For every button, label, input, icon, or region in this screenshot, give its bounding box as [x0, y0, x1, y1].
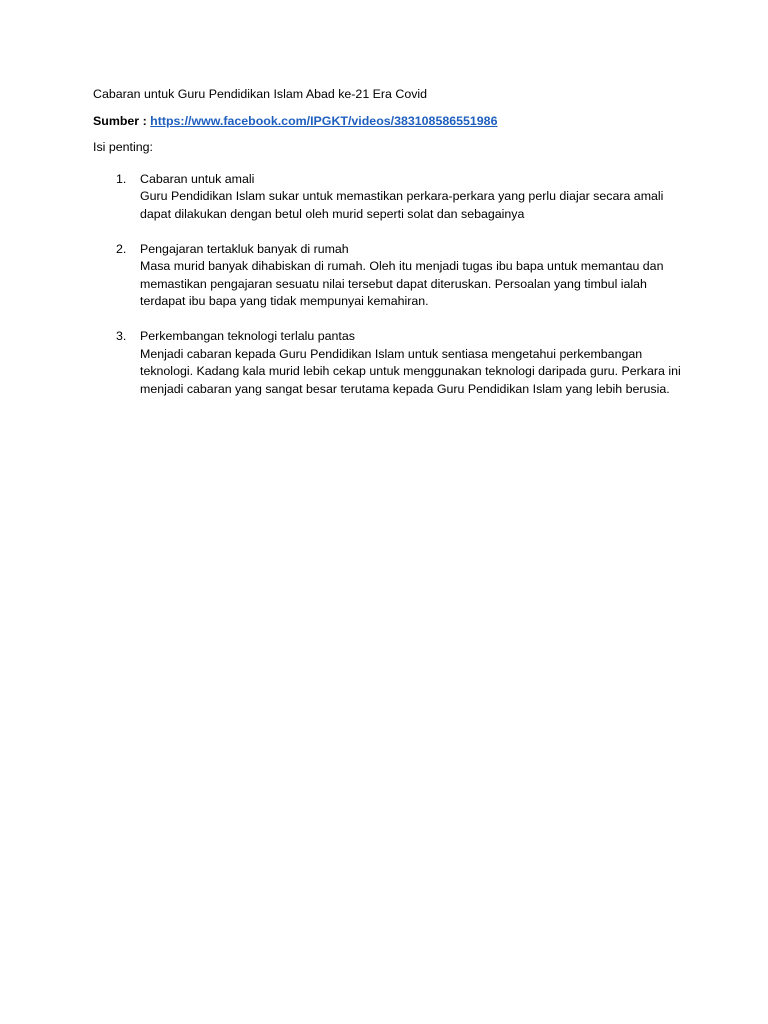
point-heading-1: Cabaran untuk amali — [140, 171, 255, 186]
document-title: Cabaran untuk Guru Pendidikan Islam Abad ke-21 Era Covid — [93, 87, 428, 101]
point-heading-2: Pengajaran tertakluk banyak di rumah — [140, 241, 349, 256]
source-link[interactable]: https://www.facebook.com/IPGKT/videos/383108586551986 — [150, 113, 498, 128]
point-item-2 — [93, 241, 683, 311]
point-number-3: 3. — [116, 328, 127, 343]
point-number-1: 1. — [116, 171, 127, 186]
point-item-1 — [93, 171, 683, 224]
point-body-2: Masa murid banyak dihabiskan di rumah. Oleh itu menjadi tugas ibu bapa untuk memantau dan memastikan pengajaran sesuatu nilai tersebut dapat diteruskan. Persoalan yang timbul ialah terdapat ibu bapa yang tidak mempunyai kemahiran. — [140, 259, 664, 309]
point-number-2: 2. — [116, 241, 127, 256]
important-points-label: Isi penting: — [93, 140, 153, 155]
important-points-list — [93, 171, 683, 399]
document-content — [93, 86, 683, 415]
point-body-1: Guru Pendidikan Islam sukar untuk memastikan perkara-perkara yang perlu diajar secara amali dapat dilakukan dengan betul oleh murid seperti solat dan sebagainya — [140, 189, 664, 221]
source-line — [93, 113, 683, 131]
point-item-3 — [93, 328, 683, 398]
point-heading-3: Perkembangan teknologi terlalu pantas — [140, 328, 355, 343]
source-label: Sumber : — [93, 113, 151, 128]
point-body-3: Menjadi cabaran kepada Guru Pendidikan Islam untuk sentiasa mengetahui perkembangan teknologi. Kadang kala murid lebih cekap untuk menggunakan teknologi daripada guru. Perkara ini menjadi cabaran yang sangat besar terutama kepada Guru Pendidikan Islam yang lebih berusia. — [140, 346, 681, 396]
